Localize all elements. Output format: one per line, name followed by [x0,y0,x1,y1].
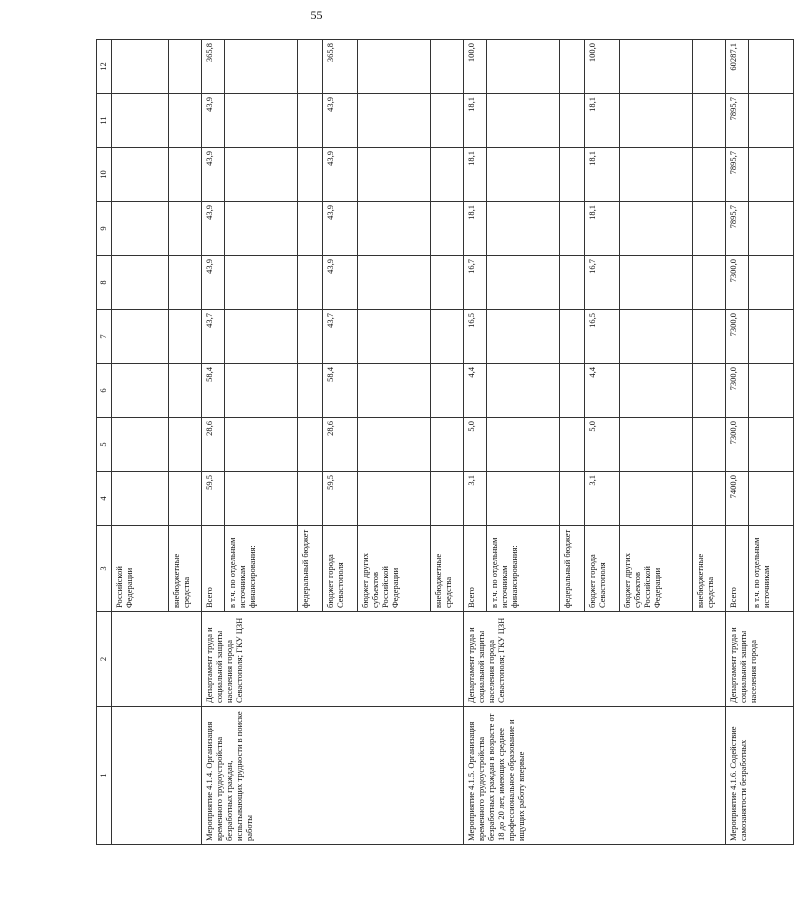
measure-executor: Департамент труда и социальной защиты населения города Севастополя; ГКУ ЦЗН [202,612,464,707]
value-cell: 43,9 [202,202,225,256]
value-cell: 18,1 [585,94,620,148]
source-label: в т.ч. по отдельным источникам финансирования: [487,526,560,612]
value-cell: 4,4 [464,364,487,418]
value-cell: 28,6 [202,418,225,472]
value-cell: 43,9 [323,256,358,310]
source-label: федеральный бюджет [298,526,323,612]
col-header: 6 [97,364,112,418]
value-cell: 43,9 [323,202,358,256]
budget-table [96,39,794,845]
header-row [97,40,112,845]
value-cell: 16,7 [464,256,487,310]
col-header: 12 [97,40,112,94]
col-header: 10 [97,148,112,202]
value-cell: 58,4 [323,364,358,418]
col-header: 2 [97,612,112,707]
source-label: внебюджетные средства [693,526,726,612]
value-cell: 7300,0 [726,418,749,472]
value-cell: 365,8 [323,40,358,94]
value-cell: 16,7 [585,256,620,310]
col-header: 7 [97,310,112,364]
measure-executor: Департамент труда и социальной защиты населения города [726,612,794,707]
table-row [726,40,749,845]
value-cell: 58,4 [202,364,225,418]
value-cell: 18,1 [464,148,487,202]
source-label: внебюджетные средства [431,526,464,612]
col-header: 9 [97,202,112,256]
value-cell: 7895,7 [726,148,749,202]
table-row [202,40,225,845]
value-cell: 43,9 [202,256,225,310]
value-cell: 7400,0 [726,472,749,526]
value-cell: 43,7 [202,310,225,364]
value-cell: 59,5 [202,472,225,526]
value-cell: 16,5 [464,310,487,364]
rotated-table-container [96,40,771,845]
value-cell: 365,8 [202,40,225,94]
value-cell: 18,1 [464,202,487,256]
value-cell: 18,1 [464,94,487,148]
source-label: Российской Федерации [112,526,169,612]
value-cell: 60287,1 [726,40,749,94]
value-cell: 5,0 [585,418,620,472]
source-label: Всего [202,526,225,612]
col-header: 3 [97,526,112,612]
value-cell: 5,0 [464,418,487,472]
value-cell: 7895,7 [726,202,749,256]
source-label: Всего [726,526,749,612]
col-header: 11 [97,94,112,148]
value-cell: 18,1 [585,148,620,202]
value-cell: 7895,7 [726,94,749,148]
value-cell: 7300,0 [726,310,749,364]
value-cell: 100,0 [585,40,620,94]
value-cell: 59,5 [323,472,358,526]
value-cell: 7300,0 [726,364,749,418]
measure-name: Мероприятие 4.1.4. Организация временного трудоустройства безработных граждан, испытывающих трудности в поиске работы [202,707,464,845]
source-label: бюджет города Севастополя [585,526,620,612]
measure-name: Мероприятие 4.1.5. Организация временного трудоустройства безработных граждан в возрасте от 18 до 20 лет, имеющих среднее профессиональное образование и ищущих работу впервые [464,707,726,845]
value-cell: 18,1 [585,202,620,256]
value-cell: 43,9 [202,148,225,202]
value-cell: 43,9 [323,148,358,202]
source-label: бюджет других субъектов Российской Федерации [358,526,431,612]
source-label: внебюджетные средства [169,526,202,612]
measure-executor: Департамент труда и социальной защиты населения города Севастополя; ГКУ ЦЗН [464,612,726,707]
col-header: 1 [97,707,112,845]
col-header: 5 [97,418,112,472]
measure-name: Мероприятие 4.1.6. Содействие самозанятости безработных [726,707,794,845]
value-cell: 3,1 [585,472,620,526]
page-number: 55 [310,8,323,22]
source-label: в т.ч. по отдельным источникам финансирования: [225,526,298,612]
source-label: Всего [464,526,487,612]
value-cell: 4,4 [585,364,620,418]
source-label: федеральный бюджет [560,526,585,612]
col-header: 4 [97,472,112,526]
source-label: в т.ч. по отдельным источникам [749,526,794,612]
value-cell: 43,9 [323,94,358,148]
value-cell: 43,7 [323,310,358,364]
value-cell: 7300,0 [726,256,749,310]
value-cell: 16,5 [585,310,620,364]
col-header: 8 [97,256,112,310]
source-label: бюджет города Севастополя [323,526,358,612]
table-row [464,40,487,845]
source-label: бюджет других субъектов Российской Федерации [620,526,693,612]
value-cell: 3,1 [464,472,487,526]
value-cell: 43,9 [202,94,225,148]
value-cell: 28,6 [323,418,358,472]
value-cell: 100,0 [464,40,487,94]
table-row [112,40,169,845]
